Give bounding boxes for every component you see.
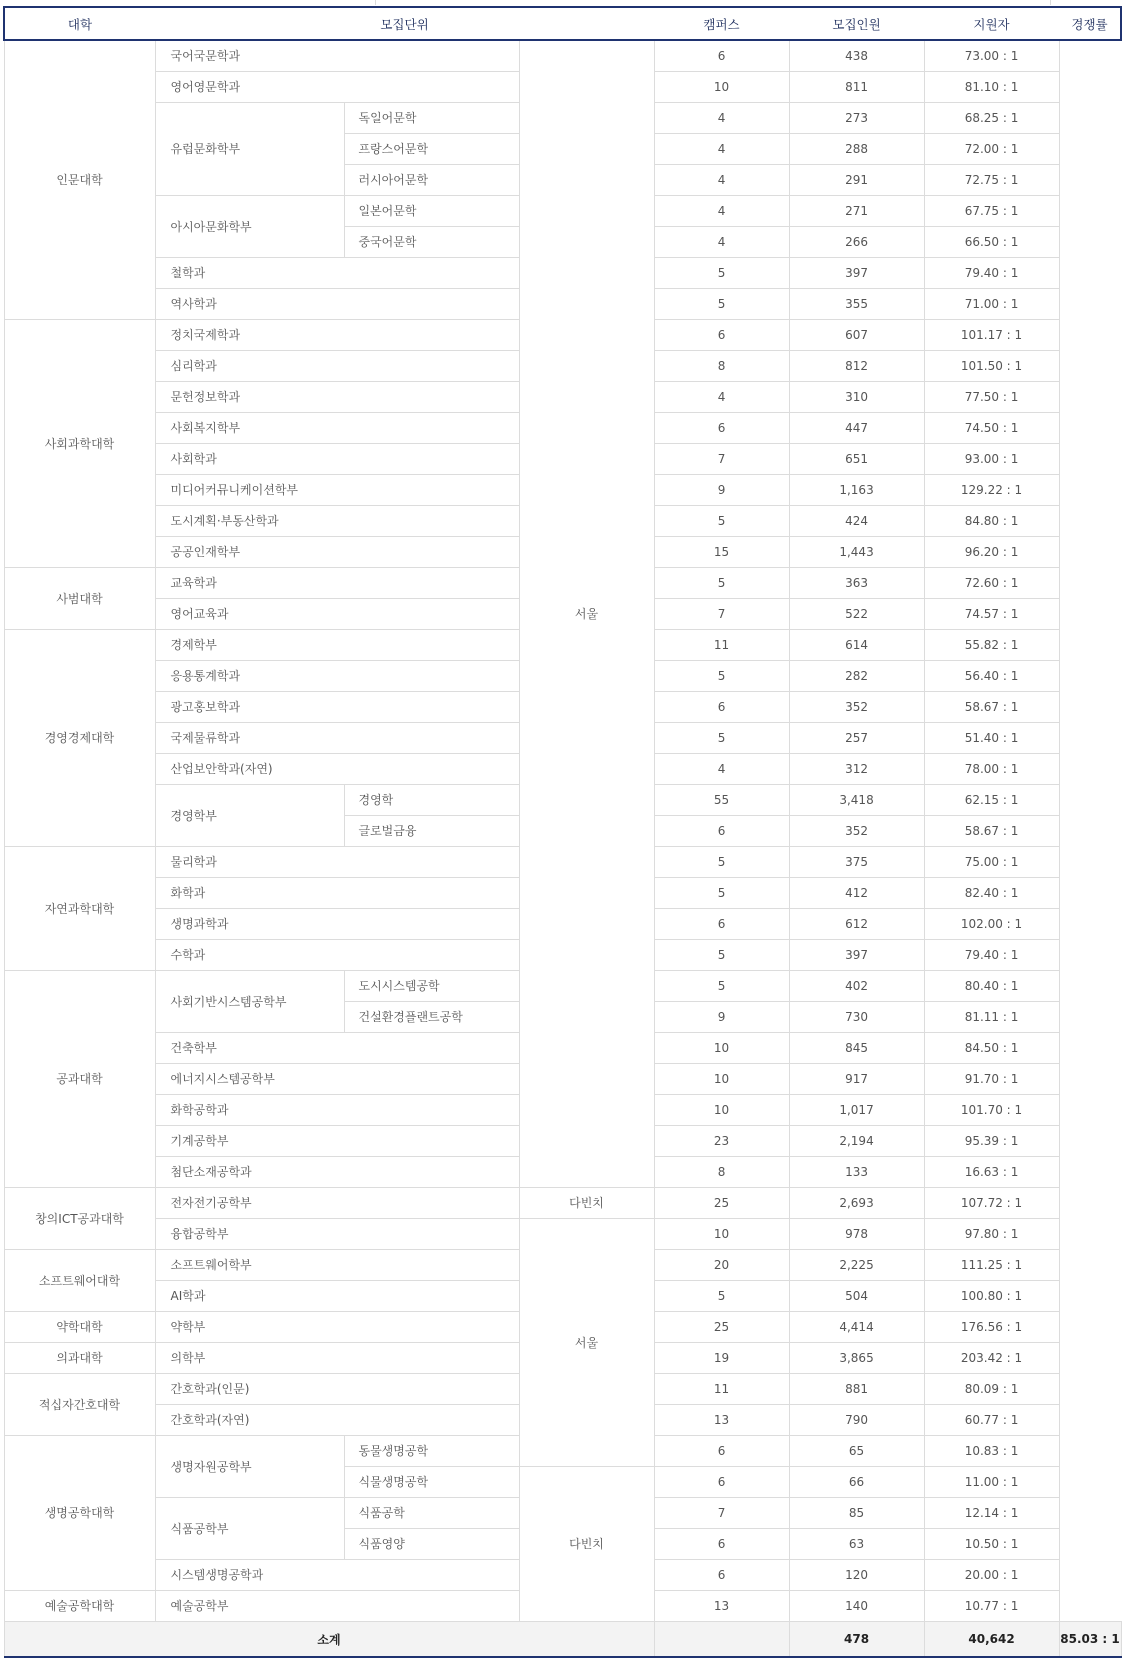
applicants-cell: 614 [789,630,924,661]
applicants-cell: 607 [789,320,924,351]
quota-cell: 19 [654,1343,789,1374]
applicants-cell: 412 [789,878,924,909]
quota-cell: 23 [654,1126,789,1157]
quota-cell: 9 [654,1002,789,1033]
ratio-cell: 100.80 : 1 [924,1281,1059,1312]
ratio-cell: 111.25 : 1 [924,1250,1059,1281]
quota-cell: 6 [654,1560,789,1591]
applicants-cell: 1,017 [789,1095,924,1126]
quota-cell: 25 [654,1312,789,1343]
unit-cell: 산업보안학과(자연) [155,754,519,785]
applicants-cell: 2,194 [789,1126,924,1157]
quota-cell: 5 [654,1281,789,1312]
quota-cell: 7 [654,599,789,630]
unit-cell: 미디어커뮤니케이션학부 [155,475,519,506]
subtotal-campus [654,1622,789,1658]
college-cell: 자연과학대학 [4,847,155,971]
ratio-cell: 102.00 : 1 [924,909,1059,940]
quota-cell: 20 [654,1250,789,1281]
applicants-cell: 3,418 [789,785,924,816]
subtotal-row [4,1622,1121,1658]
college-cell: 예술공학대학 [4,1591,155,1622]
ratio-cell: 11.00 : 1 [924,1467,1059,1498]
ratio-cell: 20.00 : 1 [924,1560,1059,1591]
ratio-cell: 79.40 : 1 [924,258,1059,289]
quota-cell: 5 [654,568,789,599]
ratio-cell: 60.77 : 1 [924,1405,1059,1436]
quota-cell: 5 [654,940,789,971]
unit-cell: 식품공학부 [155,1498,344,1560]
unit-cell: 철학과 [155,258,519,289]
ratio-cell: 93.00 : 1 [924,444,1059,475]
header-ratio: 경쟁률 [1059,7,1121,40]
applicants-cell: 978 [789,1219,924,1250]
ratio-cell: 10.50 : 1 [924,1529,1059,1560]
applicants-cell: 1,443 [789,537,924,568]
quota-cell: 6 [654,1529,789,1560]
ratio-cell: 80.09 : 1 [924,1374,1059,1405]
college-cell: 사범대학 [4,568,155,630]
college-cell: 생명공학대학 [4,1436,155,1591]
college-cell: 공과대학 [4,971,155,1188]
ratio-cell: 78.00 : 1 [924,754,1059,785]
ratio-cell: 96.20 : 1 [924,537,1059,568]
college-cell: 인문대학 [4,40,155,320]
major-cell: 일본어문학 [344,196,519,227]
quota-cell: 5 [654,847,789,878]
ratio-cell: 73.00 : 1 [924,40,1059,72]
unit-cell: 역사학과 [155,289,519,320]
unit-cell: 공공인재학부 [155,537,519,568]
applicants-cell: 85 [789,1498,924,1529]
quota-cell: 5 [654,723,789,754]
unit-cell: 사회복지학부 [155,413,519,444]
quota-cell: 10 [654,72,789,103]
quota-cell: 4 [654,382,789,413]
subtotal-quota: 478 [789,1622,924,1658]
unit-cell: 소프트웨어학부 [155,1250,519,1281]
applicants-cell: 310 [789,382,924,413]
quota-cell: 5 [654,289,789,320]
ratio-cell: 95.39 : 1 [924,1126,1059,1157]
quota-cell: 6 [654,909,789,940]
college-cell: 창의ICT공과대학 [4,1188,155,1250]
applicants-cell: 271 [789,196,924,227]
quota-cell: 5 [654,506,789,537]
ratio-cell: 176.56 : 1 [924,1312,1059,1343]
applicants-cell: 812 [789,351,924,382]
applicants-cell: 612 [789,909,924,940]
unit-cell: 예술공학부 [155,1591,519,1622]
unit-cell: 간호학과(인문) [155,1374,519,1405]
ratio-cell: 84.50 : 1 [924,1033,1059,1064]
quota-cell: 6 [654,40,789,72]
unit-cell: 생명과학과 [155,909,519,940]
applicants-cell: 63 [789,1529,924,1560]
ratio-cell: 91.70 : 1 [924,1064,1059,1095]
unit-cell: 수학과 [155,940,519,971]
quota-cell: 55 [654,785,789,816]
divider [375,0,376,5]
ratio-cell: 203.42 : 1 [924,1343,1059,1374]
applicants-cell: 1,163 [789,475,924,506]
ratio-cell: 75.00 : 1 [924,847,1059,878]
ratio-cell: 55.82 : 1 [924,630,1059,661]
major-cell: 독일어문학 [344,103,519,134]
unit-cell: 국어국문학과 [155,40,519,72]
ratio-cell: 74.50 : 1 [924,413,1059,444]
major-cell: 프랑스어문학 [344,134,519,165]
divider [1050,0,1051,5]
ratio-cell: 58.67 : 1 [924,692,1059,723]
major-cell: 식품영양 [344,1529,519,1560]
quota-cell: 6 [654,692,789,723]
applicants-cell: 352 [789,692,924,723]
applicants-cell: 352 [789,816,924,847]
applicants-cell: 397 [789,940,924,971]
unit-cell: 문헌정보학과 [155,382,519,413]
unit-cell: 생명자원공학부 [155,1436,344,1498]
ratio-cell: 58.67 : 1 [924,816,1059,847]
applicants-cell: 140 [789,1591,924,1622]
campus-cell: 서울 [519,40,654,1188]
header-campus: 캠퍼스 [654,7,789,40]
quota-cell: 10 [654,1219,789,1250]
unit-cell: 심리학과 [155,351,519,382]
unit-cell: 화학공학과 [155,1095,519,1126]
ratio-cell: 68.25 : 1 [924,103,1059,134]
ratio-cell: 107.72 : 1 [924,1188,1059,1219]
header-applicants: 지원자 [924,7,1059,40]
table-row [4,40,1121,72]
header-quota: 모집인원 [789,7,924,40]
ratio-cell: 77.50 : 1 [924,382,1059,413]
quota-cell: 4 [654,227,789,258]
ratio-cell: 10.83 : 1 [924,1436,1059,1467]
quota-cell: 15 [654,537,789,568]
major-cell: 건설환경플랜트공학 [344,1002,519,1033]
unit-cell: 국제물류학과 [155,723,519,754]
quota-cell: 4 [654,165,789,196]
unit-cell: 약학부 [155,1312,519,1343]
header-college: 대학 [4,7,155,40]
unit-cell: 시스템생명공학과 [155,1560,519,1591]
applicants-cell: 363 [789,568,924,599]
applicants-cell: 66 [789,1467,924,1498]
quota-cell: 8 [654,351,789,382]
ratio-cell: 101.70 : 1 [924,1095,1059,1126]
applicants-cell: 2,225 [789,1250,924,1281]
campus-cell: 서울 [519,1219,654,1467]
ratio-cell: 67.75 : 1 [924,196,1059,227]
quota-cell: 6 [654,816,789,847]
ratio-cell: 10.77 : 1 [924,1591,1059,1622]
unit-cell: 융합공학부 [155,1219,519,1250]
applicants-cell: 288 [789,134,924,165]
unit-cell: 경제학부 [155,630,519,661]
unit-cell: 물리학과 [155,847,519,878]
unit-cell: 경영학부 [155,785,344,847]
unit-cell: 기계공학부 [155,1126,519,1157]
applicants-cell: 730 [789,1002,924,1033]
applicants-cell: 881 [789,1374,924,1405]
applicants-cell: 447 [789,413,924,444]
college-cell: 약학대학 [4,1312,155,1343]
quota-cell: 5 [654,878,789,909]
subtotal-label: 소계 [4,1622,654,1658]
quota-cell: 10 [654,1033,789,1064]
applicants-cell: 257 [789,723,924,754]
ratio-cell: 51.40 : 1 [924,723,1059,754]
quota-cell: 5 [654,661,789,692]
applicants-cell: 273 [789,103,924,134]
quota-cell: 13 [654,1591,789,1622]
quota-cell: 25 [654,1188,789,1219]
college-cell: 적십자간호대학 [4,1374,155,1436]
unit-cell: 아시아문화학부 [155,196,344,258]
quota-cell: 4 [654,754,789,785]
college-cell: 경영경제대학 [4,630,155,847]
college-cell: 소프트웨어대학 [4,1250,155,1312]
ratio-cell: 72.00 : 1 [924,134,1059,165]
ratio-cell: 66.50 : 1 [924,227,1059,258]
applicants-cell: 291 [789,165,924,196]
applicants-cell: 312 [789,754,924,785]
table-header-row [4,7,1121,40]
ratio-cell: 16.63 : 1 [924,1157,1059,1188]
quota-cell: 6 [654,413,789,444]
college-cell: 의과대학 [4,1343,155,1374]
unit-cell: 전자전기공학부 [155,1188,519,1219]
major-cell: 러시아어문학 [344,165,519,196]
subtotal-applicants: 40,642 [924,1622,1059,1658]
applicants-cell: 845 [789,1033,924,1064]
quota-cell: 4 [654,103,789,134]
ratio-cell: 101.17 : 1 [924,320,1059,351]
applicants-cell: 133 [789,1157,924,1188]
table-row [4,1219,1121,1250]
quota-cell: 5 [654,971,789,1002]
unit-cell: 사회기반시스템공학부 [155,971,344,1033]
quota-cell: 6 [654,320,789,351]
table-row [4,1188,1121,1219]
applicants-cell: 522 [789,599,924,630]
quota-cell: 13 [654,1405,789,1436]
unit-cell: 사회학과 [155,444,519,475]
campus-cell: 다빈치 [519,1188,654,1219]
quota-cell: 4 [654,134,789,165]
applicants-cell: 402 [789,971,924,1002]
college-cell: 사회과학대학 [4,320,155,568]
quota-cell: 11 [654,630,789,661]
unit-cell: 첨단소재공학과 [155,1157,519,1188]
ratio-cell: 56.40 : 1 [924,661,1059,692]
applicants-cell: 2,693 [789,1188,924,1219]
quota-cell: 7 [654,444,789,475]
major-cell: 경영학 [344,785,519,816]
unit-cell: 영어교육과 [155,599,519,630]
applicants-cell: 651 [789,444,924,475]
quota-cell: 6 [654,1467,789,1498]
quota-cell: 11 [654,1374,789,1405]
quota-cell: 6 [654,1436,789,1467]
applicants-cell: 375 [789,847,924,878]
unit-cell: 응용통계학과 [155,661,519,692]
unit-cell: 간호학과(자연) [155,1405,519,1436]
applicants-cell: 282 [789,661,924,692]
competition-rate-table [3,6,1122,1658]
quota-cell: 10 [654,1095,789,1126]
applicants-cell: 65 [789,1436,924,1467]
unit-cell: 도시계획·부동산학과 [155,506,519,537]
applicants-cell: 438 [789,40,924,72]
major-cell: 동물생명공학 [344,1436,519,1467]
applicants-cell: 355 [789,289,924,320]
applicants-cell: 790 [789,1405,924,1436]
applicants-cell: 4,414 [789,1312,924,1343]
unit-cell: 광고홍보학과 [155,692,519,723]
major-cell: 식품공학 [344,1498,519,1529]
quota-cell: 5 [654,258,789,289]
applicants-cell: 3,865 [789,1343,924,1374]
unit-cell: 유럽문화학부 [155,103,344,196]
applicants-cell: 266 [789,227,924,258]
applicants-cell: 917 [789,1064,924,1095]
quota-cell: 4 [654,196,789,227]
ratio-cell: 129.22 : 1 [924,475,1059,506]
major-cell: 도시시스템공학 [344,971,519,1002]
ratio-cell: 62.15 : 1 [924,785,1059,816]
ratio-cell: 81.11 : 1 [924,1002,1059,1033]
ratio-cell: 72.60 : 1 [924,568,1059,599]
ratio-cell: 97.80 : 1 [924,1219,1059,1250]
major-cell: 글로벌금융 [344,816,519,847]
ratio-cell: 84.80 : 1 [924,506,1059,537]
quota-cell: 9 [654,475,789,506]
applicants-cell: 120 [789,1560,924,1591]
unit-cell: AI학과 [155,1281,519,1312]
campus-cell: 다빈치 [519,1467,654,1622]
unit-cell: 교육학과 [155,568,519,599]
major-cell: 중국어문학 [344,227,519,258]
subtotal-ratio: 85.03 : 1 [1059,1622,1121,1658]
applicants-cell: 424 [789,506,924,537]
ratio-cell: 72.75 : 1 [924,165,1059,196]
ratio-cell: 82.40 : 1 [924,878,1059,909]
unit-cell: 영어영문학과 [155,72,519,103]
unit-cell: 에너지시스템공학부 [155,1064,519,1095]
ratio-cell: 101.50 : 1 [924,351,1059,382]
unit-cell: 건축학부 [155,1033,519,1064]
ratio-cell: 71.00 : 1 [924,289,1059,320]
ratio-cell: 81.10 : 1 [924,72,1059,103]
ratio-cell: 12.14 : 1 [924,1498,1059,1529]
ratio-cell: 79.40 : 1 [924,940,1059,971]
unit-cell: 정치국제학과 [155,320,519,351]
applicants-cell: 397 [789,258,924,289]
quota-cell: 8 [654,1157,789,1188]
ratio-cell: 80.40 : 1 [924,971,1059,1002]
ratio-cell: 74.57 : 1 [924,599,1059,630]
unit-cell: 화학과 [155,878,519,909]
header-unit: 모집단위 [155,7,654,40]
quota-cell: 7 [654,1498,789,1529]
applicants-cell: 811 [789,72,924,103]
major-cell: 식물생명공학 [344,1467,519,1498]
unit-cell: 의학부 [155,1343,519,1374]
quota-cell: 10 [654,1064,789,1095]
applicants-cell: 504 [789,1281,924,1312]
